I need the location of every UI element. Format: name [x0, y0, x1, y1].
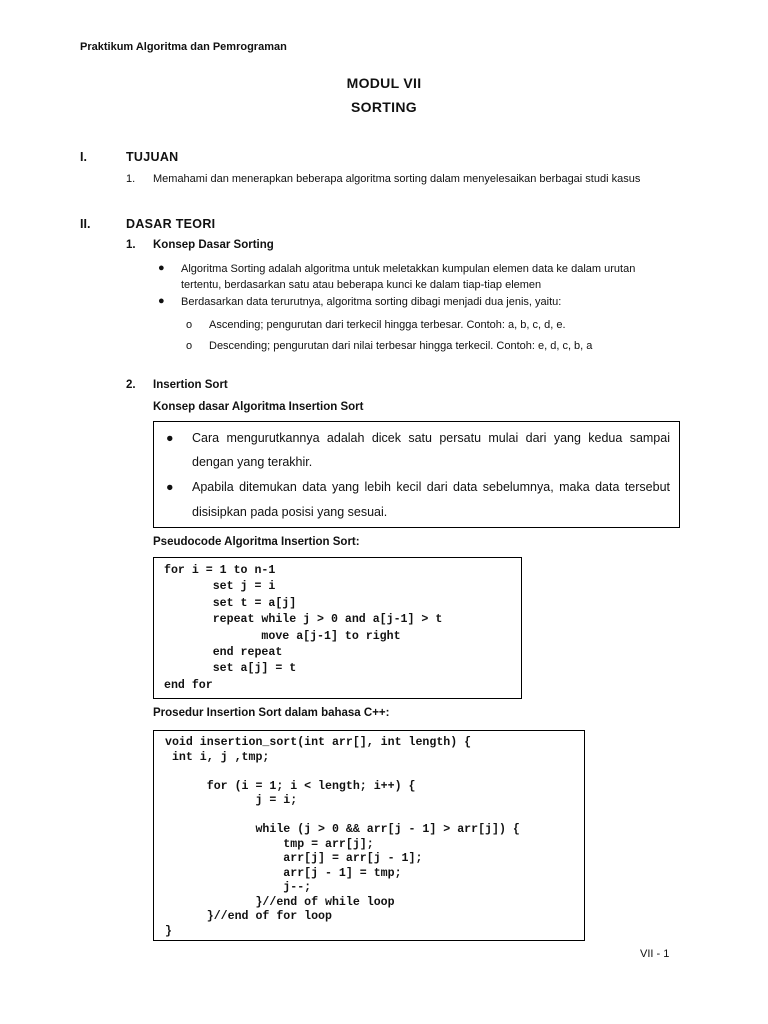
subsection-1-number: 1. [126, 239, 136, 251]
concept-box [153, 421, 680, 528]
sorting-types-text: Berdasarkan data terurutnya, algoritma sorting dibagi menjadi dua jenis, yaitu: [181, 296, 562, 308]
subsection-1-title: Konsep Dasar Sorting [153, 239, 274, 251]
concept-line-1: Cara mengurutkannya adalah dicek satu persatu mulai dari yang kedua sampai [192, 431, 670, 445]
bullet-icon: ● [166, 480, 174, 494]
concept-line-2: dengan yang terakhir. [192, 455, 313, 469]
page-header: Praktikum Algoritma dan Pemrograman [80, 41, 287, 53]
concept-title: Konsep dasar Algoritma Insertion Sort [153, 401, 364, 413]
section-1-title: TUJUAN [126, 150, 179, 164]
descending-text: Descending; pengurutan dari nilai terbesar hingga terkecil. Contoh: e, d, c, b, a [209, 340, 593, 352]
section-2-title: DASAR TEORI [126, 217, 216, 231]
cpp-procedure-title: Prosedur Insertion Sort dalam bahasa C++: [153, 707, 390, 719]
tujuan-item-number: 1. [126, 173, 136, 185]
pseudocode-title: Pseudocode Algoritma Insertion Sort: [153, 536, 360, 548]
circle-bullet-icon: o [186, 319, 193, 331]
subsection-2-title: Insertion Sort [153, 379, 228, 391]
ascending-text: Ascending; pengurutan dari terkecil hingga terbesar. Contoh: a, b, c, d, e. [209, 319, 566, 331]
module-subtitle: SORTING [351, 99, 417, 115]
cpp-code-block: void insertion_sort(int arr[], int length) { int i, j ,tmp; for (i = 1; i < length; i++) { j = i; while (j > 0 && arr[j - 1] > arr[j]) { tmp = arr[j]; arr[j] = arr[j - 1]; arr[j - 1] = tmp; j--; }//end of while loop }//end of for loop } [165, 736, 520, 938]
sorting-definition-line-1: Algoritma Sorting adalah algoritma untuk meletakkan kumpulan elemen data ke dalam urutan [181, 263, 636, 275]
concept-line-3: Apabila ditemukan data yang lebih kecil dari data sebelumnya, maka data tersebut [192, 480, 670, 494]
concept-line-4: disisipkan pada posisi yang sesuai. [192, 505, 388, 519]
pseudocode-block: for i = 1 to n-1 set j = i set t = a[j] repeat while j > 0 and a[j-1] > t move a[j-1] to right end repeat set a[j] = t end for [164, 564, 443, 692]
bullet-icon: ● [158, 262, 165, 274]
pseudocode-box [153, 557, 522, 699]
page-number: VII - 1 [640, 948, 670, 960]
tujuan-item-text: Memahami dan menerapkan beberapa algoritma sorting dalam menyelesaikan berbagai studi kasus [153, 173, 641, 185]
bullet-icon: ● [158, 295, 165, 307]
section-1-number: I. [80, 150, 87, 164]
circle-bullet-icon: o [186, 340, 193, 352]
section-2-number: II. [80, 217, 91, 231]
sorting-definition-line-2: tertentu, berdasarkan satu atau beberapa kunci ke dalam tiap-tiap elemen [181, 279, 542, 291]
bullet-icon: ● [166, 431, 174, 445]
module-title: MODUL VII [346, 75, 422, 91]
subsection-2-number: 2. [126, 379, 136, 391]
cpp-code-box [153, 730, 585, 941]
